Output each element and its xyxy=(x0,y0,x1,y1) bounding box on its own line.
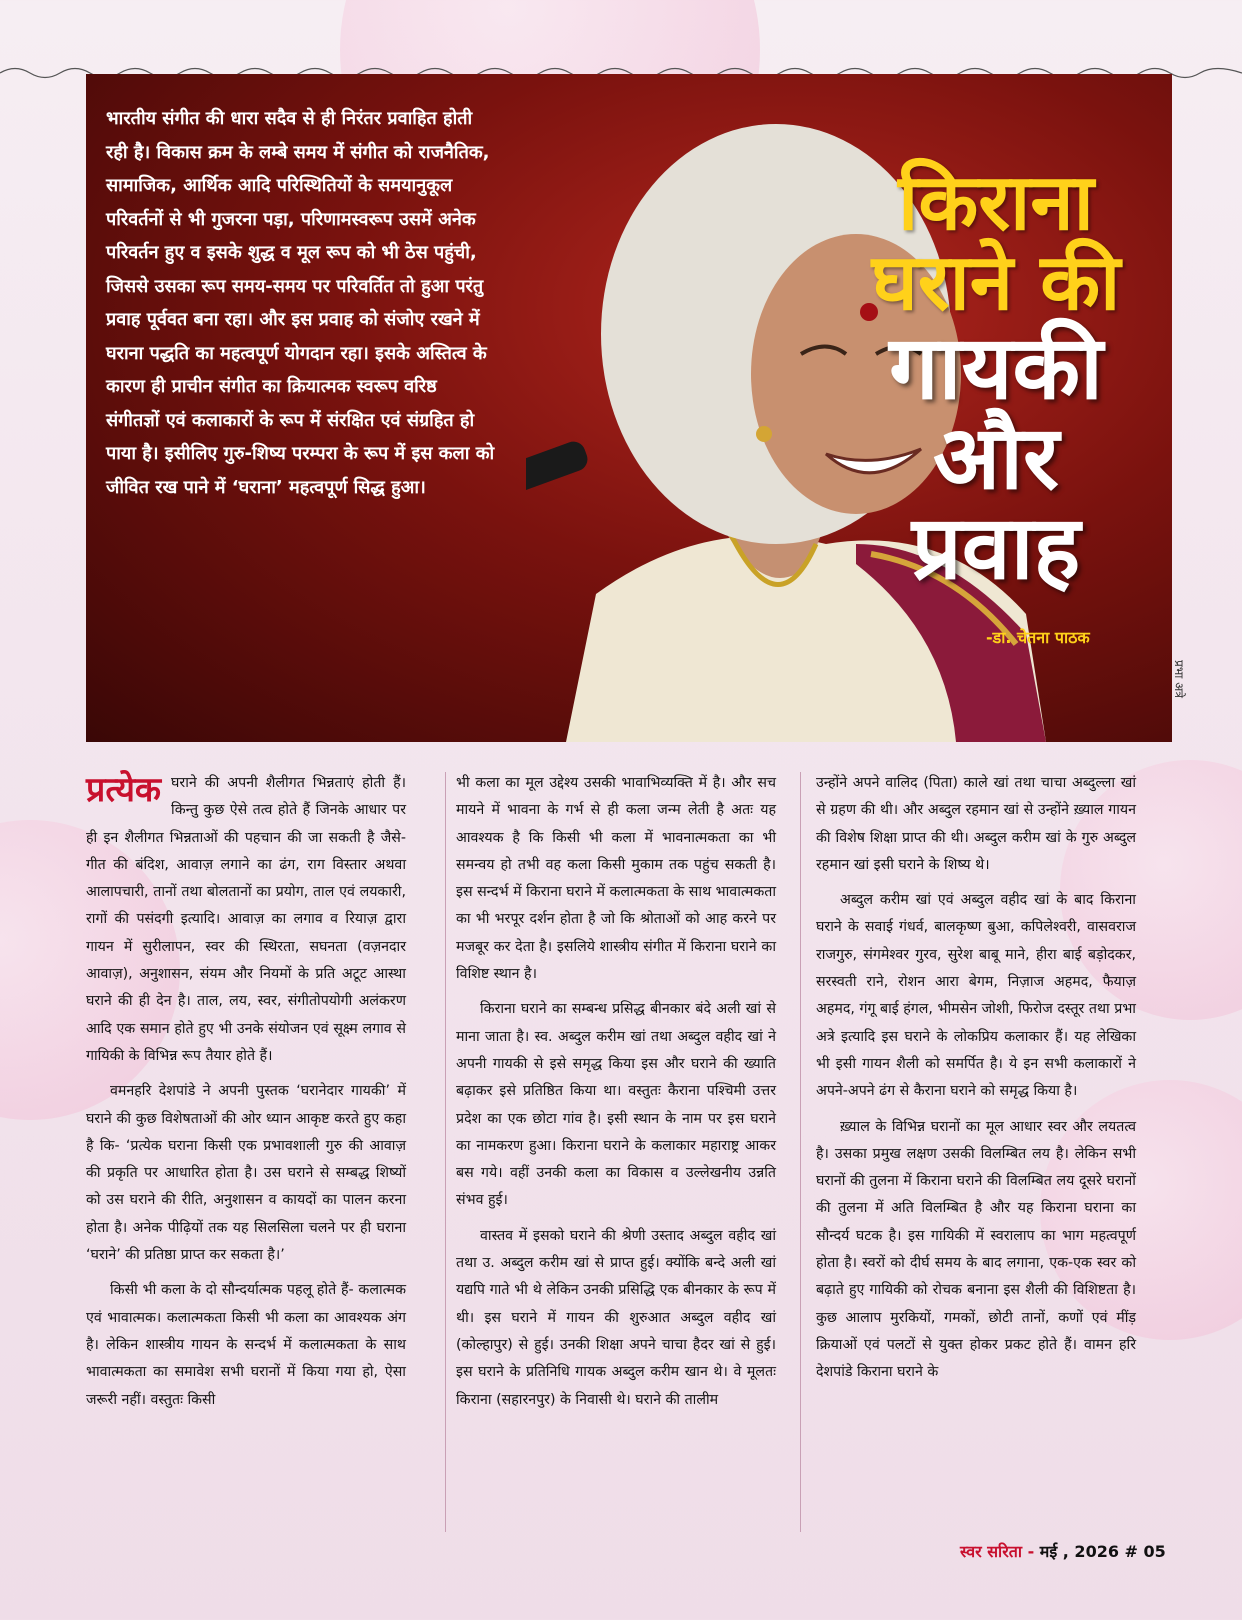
title-line-5: प्रवाह xyxy=(911,495,1081,599)
title-line-2: घराने की xyxy=(871,237,1121,328)
paragraph: भी कला का मूल उद्देश्य उसकी भावाभिव्यक्ति में है। और सच मायने में भावना के गर्भ से ही कला जन्म लेती है अतः यह आवश्यक है कि किसी भी कला में भावनात्मकता का भी समन्वय हो तभी वह कला किसी मुकाम तक पहुंच सकती है। इस सन्दर्भ में किराना घराने में कलात्मकता के साथ भावात्मकता का भी भरपूर दर्शन होता है जो कि श्रोताओं को आह करने पर मजबूर कर देता है। इसलिये शास्त्रीय संगीत में किराना घराने का विशिष्ट स्थान है। xyxy=(456,775,776,983)
column-2 xyxy=(456,770,776,1422)
paragraph: किराना घराने का सम्बन्ध प्रसिद्ध बीनकार बंदे अली खां से माना जाता है। स्व. अब्दुल करीम खां तथा अब्दुल वहीद खां ने अपनी गायकी से इसे समृद्ध किया इस और घराने की ख्याति बढ़ाकर इसे प्रतिष्ठित किया था। वस्तुतः कैराना पश्चिमी उत्तर प्रदेश का एक छोटा गांव है। इसी स्थान के नाम पर इस घराने का नामकरण हुआ। किराना घराने के कलाकार महाराष्ट्र आकर बस गये। वहीं उनकी कला का विकास व उल्लेखनीय उन्नति संभव हुई। xyxy=(456,1001,776,1209)
paragraph: वास्तव में इसको घराने की श्रेणी उस्ताद अब्दुल वहीद खां तथा उ. अब्दुल करीम खां से प्राप्त हुई। क्योंकि बन्दे अली खां यद्यपि गाते भी थे लेकिन उनकी प्रसिद्धि एक बीनकार के रूप में थी। इस घराने में गायन की शुरुआत अब्दुल वहीद खां (कोल्हापुर) से हुई। उनकी शिक्षा अपने चाचा हैदर खां से हुई। इस घराने के प्रतिनिधि गायक अब्दुल करीम खान थे। वे मूलतः किराना (सहारनपुर) के निवासी थे। घराने की तालीम xyxy=(456,1227,776,1408)
paragraph: किसी भी कला के दो सौन्दर्यात्मक पहलू होते हैं- कलात्मक एवं भावात्मक। कलात्मकता किसी भी कला का आवश्यक अंग है। लेकिन शास्त्रीय गायन के सन्दर्भ में कलात्मकता के साथ भावात्मकता का समावेश सभी घरानों में किया गया हो, ऐसा जरूरी नहीं। वस्तुतः किसी xyxy=(86,1282,406,1408)
photo-credit: प्रभा अत्रे xyxy=(1172,660,1186,698)
hero-banner xyxy=(86,74,1172,742)
paragraph-text: घराने की अपनी शैलीगत भिन्नताएं होती हैं। किन्तु कुछ ऐसे तत्व होते हैं जिनके आधार पर ही इन शैलीगत भिन्नताओं की पहचान की जा सकती है जैसे- गीत की बंदिश, आवाज़ लगाने का ढंग, राग विस्तार अथवा आलापचारी, तानों तथा बोलतानों का प्रयोग, ताल एवं लयकारी, रागों की पसंदगी इत्यादि। आवाज़ का लगाव व रियाज़ द्वारा गायन में सुरीलापन, स्वर की स्थिरता, सघनता (वज़नदार आवाज़), अनुशासन, संयम और नियमों के प्रति अटूट आस्था घराने की ही देन है। ताल, लय, स्वर, संगीतोपयोगी अलंकरण आदि एक समान होते हुए भी उनके संयोजन एवं सूक्ष्म लगाव से गायिकी के विभिन्न रूप तैयार होते हैं। xyxy=(86,775,406,1064)
magazine-name: स्वर सरिता - xyxy=(960,1542,1035,1561)
paragraph: वमनहरि देशपांडे ने अपनी पुस्तक ‘घरानेदार गायकी’ में घराने की कुछ विशेषताओं की ओर ध्यान आकृष्ट करते हुए कहा है कि- ‘प्रत्येक घराना किसी एक प्रभावशाली गुरु की आवाज़ की प्रकृति पर आधारित होता है। उस घराने से सम्बद्ध शिष्यों को उस घराने की रीति, अनुशासन व कायदों का पालन करना होता है। अनेक पीढ़ियों तक यह सिलसिला चलने पर ही घराना ‘घराने’ की प्रतिष्ठा प्राप्त कर सकता है।’ xyxy=(86,1083,406,1264)
column-3 xyxy=(816,770,1136,1395)
article-title xyxy=(826,158,1166,599)
article-body xyxy=(86,770,1172,1540)
intro-paragraph: भारतीय संगीत की धारा सदैव से ही निरंतर प्रवाहित होती रही है। विकास क्रम के लम्बे समय में संगीत को राजनैतिक, सामाजिक, आर्थिक आदि परिस्थितियों के समयानुकूल परिवर्तनों से भी गुजरना पड़ा, परिणामस्वरूप उसमें अनेक परिवर्तन हुए व इसके शुद्ध व मूल रूप को भी ठेस पहुंची, जिससे उसका रूप समय-समय पर परिवर्तित तो हुआ परंतु प्रवाह पूर्ववत बना रहा। और इस प्रवाह को संजोए रखने में घराना पद्धति का महत्वपूर्ण योगदान रहा। इसके अस्तित्व के कारण ही प्राचीन संगीत का क्रियात्मक स्वरूप वरिष्ठ संगीतज्ञों एवं कलाकारों के रूप में संरक्षित एवं संग्रहित हो पाया है। इसीलिए गुरु-शिष्य परम्परा के रूप में इस कला को जीवित रख पाने में ‘घराना’ महत्वपूर्ण सिद्ध हुआ। xyxy=(106,108,495,498)
title-line-4: और xyxy=(932,405,1060,509)
title-line-1: किराना xyxy=(898,158,1094,248)
paragraph: उन्होंने अपने वालिद (पिता) काले खां तथा चाचा अब्दुल्ला खां से ग्रहण की थी। और अब्दुल रहमान खां से उन्होंने ख़्याल गायन की विशेष शिक्षा प्राप्त की थी। अब्दुल करीम खां के गुरु अब्दुल रहमान खां इसी घराने के शिष्य थे। xyxy=(816,775,1136,873)
page-footer xyxy=(960,1540,1166,1562)
author-byline: -डा. चेतना पाठक xyxy=(986,628,1090,647)
paragraph xyxy=(86,770,406,1070)
paragraph: अब्दुल करीम खां एवं अब्दुल वहीद खां के बाद किराना घराने के सवाई गंधर्व, बालकृष्ण बुआ, कपिलेश्वरी, वासवराज राजगुरु, संगमेश्वर गुरव, सुरेश बाबू माने, हीरा बाई बड़ोदकर, सरस्वती राने, रोशन आरा बेगम, निज़ाज अहमद, फैयाज़ अहमद, गंगू बाई हंगल, भीमसेन जोशी, फिरोज दस्तूर तथा प्रभा अत्रे इत्यादि इस घराने के लोकप्रिय कलाकार हैं। यह लेखिका भी इसी गायन शैली को समर्पित है। ये इन सभी कलाकारों ने अपने-अपने ढंग से कैराना घराने को समृद्ध किया है। xyxy=(816,892,1136,1100)
dropcap: प्रत्येक xyxy=(86,770,162,810)
title-line-3: गायकी xyxy=(889,316,1103,420)
paragraph: ख़्याल के विभिन्न घरानों का मूल आधार स्वर और लयतत्व है। उसका प्रमुख लक्षण उसकी विलम्बित लय है। लेकिन सभी घरानों की तुलना में किराना घराने की विलम्बित लय दूसरे घरानों की तुलना में अति विलम्बित है और यह किराना घराना का सौन्दर्य घटक है। इस गायिकी में स्वरालाप का भाग महत्वपूर्ण होता है। स्वरों को दीर्घ समय के बाद लगाना, एक-एक स्वर को बढ़ाते हुए गायिकी को रोचक बनाना इस शैली की विशिष्टता है। कुछ आलाप मुरकियों, गमकों, छोटी तानों, कणों एवं मींड़ क्रियाओं एवं पलटों से युक्त होकर प्रकट होते हैं। वामन हरि देशपांडे किराना घराने के xyxy=(816,1118,1136,1381)
column-1 xyxy=(86,770,406,1422)
issue-info: मई , 2026 # 05 xyxy=(1034,1542,1166,1561)
